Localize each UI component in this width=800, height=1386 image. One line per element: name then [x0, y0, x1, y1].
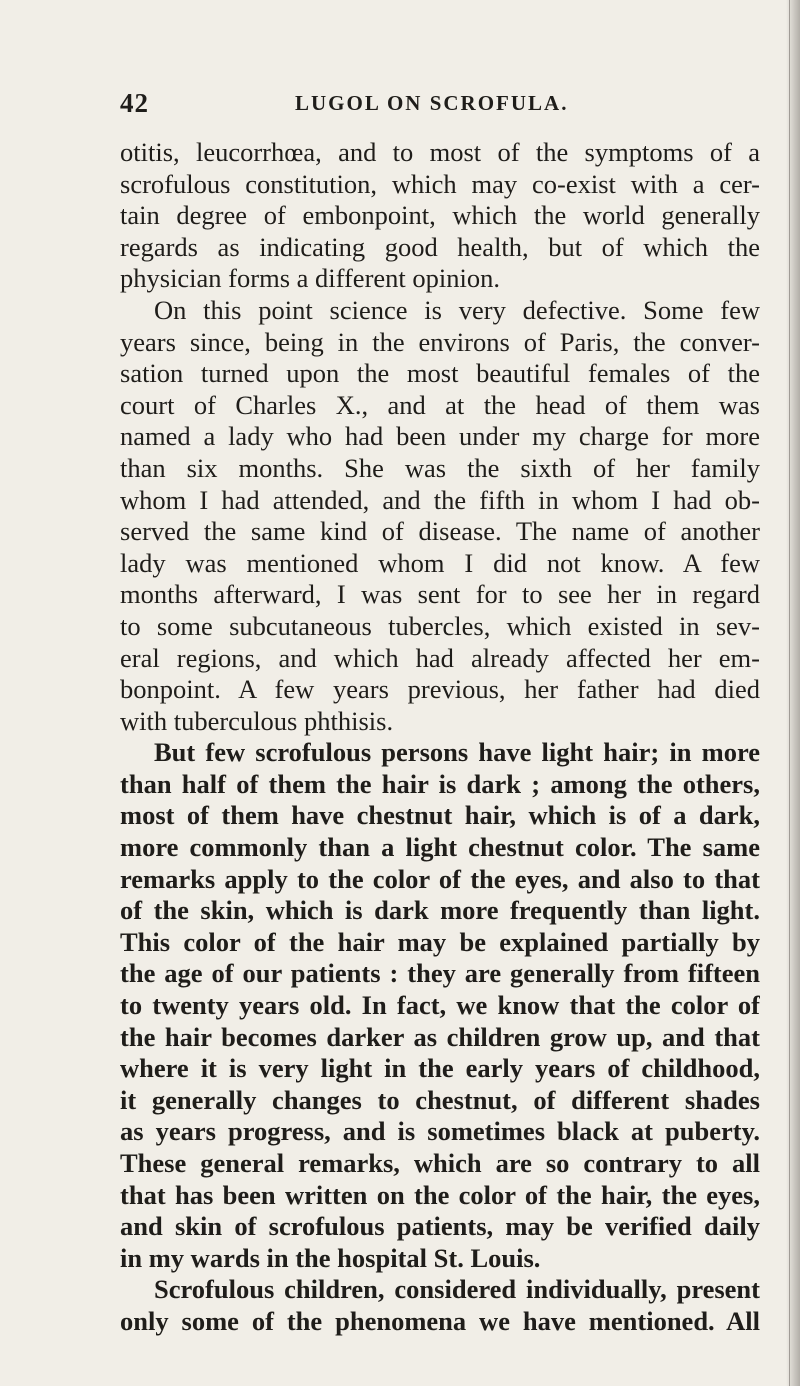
text-line: months afterward, I was sent for to see her in regard	[120, 579, 760, 610]
text-line: scrofulous constitution, which may co-exist with a cer-	[120, 168, 760, 199]
text-line: regards as indicating good health, but of which the	[120, 231, 760, 262]
text-line: the hair becomes darker as children grow up, and that	[120, 1021, 760, 1052]
text-line: tain degree of embonpoint, which the world generally	[120, 200, 760, 231]
text-line: it generally changes to chestnut, of different shades	[120, 1084, 760, 1115]
text-line: named a lady who had been under my charge for more	[120, 421, 760, 452]
text-line: Scrofulous children, considered individually, present	[154, 1274, 760, 1305]
text-line: and skin of scrofulous patients, may be verified daily	[120, 1211, 760, 1242]
text-line: most of them have chestnut hair, which is of a dark,	[120, 800, 760, 831]
text-line: of the skin, which is dark more frequently than light.	[120, 895, 760, 926]
page-number: 42	[120, 88, 149, 118]
text-line: remarks apply to the color of the eyes, and also to that	[120, 863, 760, 894]
text-line: to twenty years old. In fact, we know that the color of	[120, 990, 760, 1021]
text-line: to some subcutaneous tubercles, which existed in sev-	[120, 610, 760, 641]
text-line: with tuberculous phthisis.	[120, 705, 394, 736]
text-line: bonpoint. A few years previous, her father had died	[120, 674, 760, 705]
text-line: only some of the phenomena we have mentioned. All	[120, 1305, 760, 1336]
text-line: more commonly than a light chestnut color. The same	[120, 832, 760, 863]
text-line: otitis, leucorrhœa, and to most of the symptoms of a	[120, 137, 760, 167]
text-line: where it is very light in the early years of childhood,	[120, 1053, 760, 1084]
body-text	[120, 137, 760, 1338]
page-header	[120, 88, 760, 124]
text-line: physician forms a different opinion.	[120, 263, 500, 294]
text-line: that has been written on the color of the hair, the eyes,	[120, 1179, 760, 1210]
text-line: lady was mentioned whom I did not know. A few	[120, 547, 760, 578]
text-line: than six months. She was the sixth of her family	[120, 452, 760, 483]
running-head: LUGOL ON SCROFULA.	[295, 91, 569, 115]
text-line: court of Charles X., and at the head of them was	[120, 389, 760, 420]
page-edge-line	[789, 0, 790, 1386]
text-line: than half of them the hair is dark ; among the others,	[120, 768, 760, 799]
text-line: as years progress, and is sometimes black at puberty.	[120, 1116, 760, 1147]
text-line: This color of the hair may be explained partially by	[120, 926, 760, 957]
text-line: in my wards in the hospital St. Louis.	[120, 1242, 541, 1273]
text-line: whom I had attended, and the fifth in whom I had ob-	[120, 484, 760, 515]
text-line: These general remarks, which are so contrary to all	[120, 1148, 760, 1178]
text-line: served the same kind of disease. The name of another	[120, 516, 760, 547]
text-line: But few scrofulous persons have light hair; in more	[154, 737, 760, 768]
text-line: years since, being in the environs of Paris, the conver-	[120, 326, 760, 357]
text-line: sation turned upon the most beautiful females of the	[120, 358, 760, 389]
text-line: the age of our patients : they are generally from fifteen	[120, 958, 760, 989]
text-line: On this point science is very defective. Some few	[154, 294, 760, 325]
text-line: eral regions, and which had already affected her em-	[120, 642, 760, 673]
